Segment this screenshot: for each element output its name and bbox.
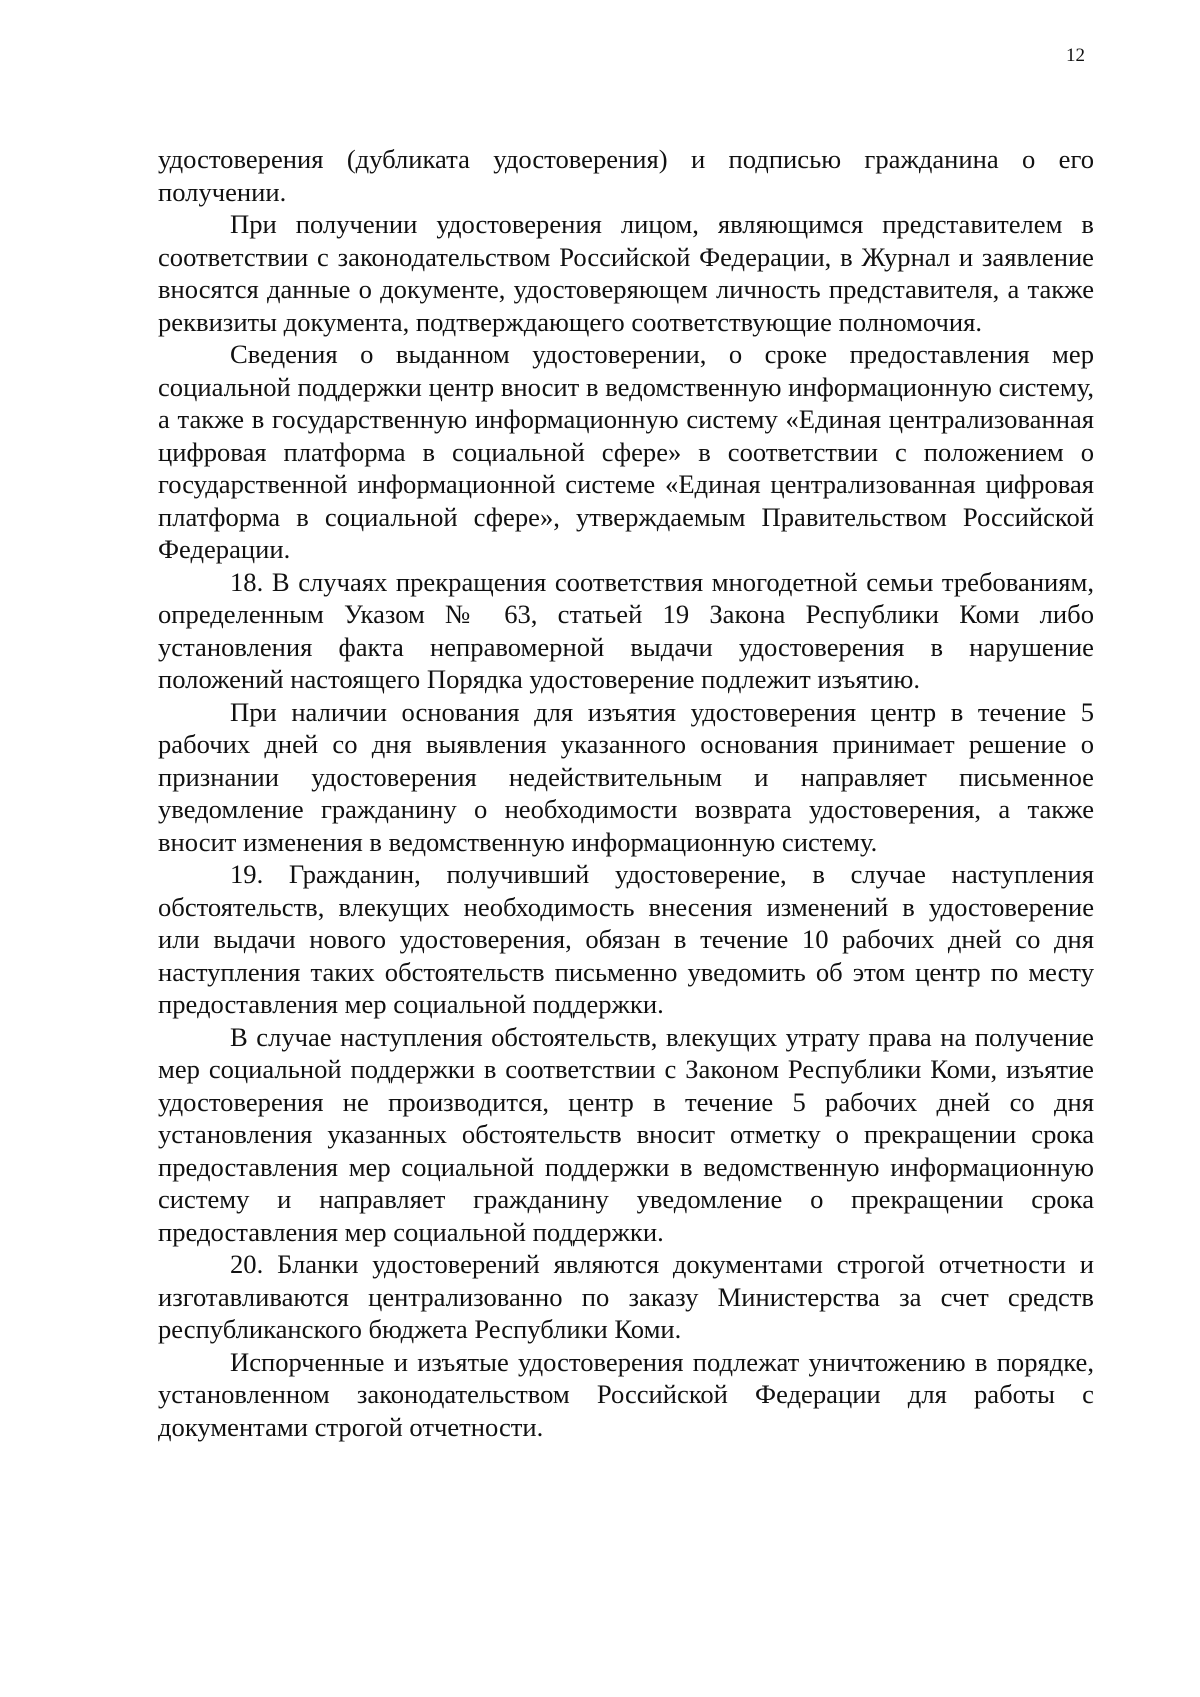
paragraph: В случае наступления обстоятельств, влекущих утрату права на получение мер социальной поддержки в соответствии с Законом Республики Коми, изъятие удостоверения не производится, центр в течение 5 рабочих дней со дня установления указанных обстоятельств вносит отметку о прекращении срока предоставления мер социальной поддержки в ведомственную информационную систему и направляет гражданину уведомление о прекращении срока предоставления мер социальной поддержки. (158, 1021, 1094, 1247)
paragraph: При наличии основания для изъятия удостоверения центр в течение 5 рабочих дней со дня выявления указанного основания принимает решение о признании удостоверения недействительным и направляет письменное уведомление гражданину о необходимости возврата удостоверения, а также вносит изменения в ведомственную информационную систему. (158, 696, 1094, 857)
paragraph: 18. В случаях прекращения соответствия многодетной семьи требованиям, определенным Указом № 63, статьей 19 Закона Республики Коми либо установления факта неправомерной выдачи удостоверения в нарушение положений настоящего Порядка удостоверение подлежит изъятию. (158, 566, 1094, 694)
paragraph: 19. Гражданин, получивший удостоверение, в случае наступления обстоятельств, влекущих необходимость внесения изменений в удостоверение или выдачи нового удостоверения, обязан в течение 10 рабочих дней со дня наступления таких обстоятельств письменно уведомить об этом центр по месту предоставления мер социальной поддержки. (158, 859, 1094, 1019)
paragraph: Испорченные и изъятые удостоверения подлежат уничтожению в порядке, установленном законодательством Российской Федерации для работы с документами строгой отчетности. (158, 1346, 1094, 1442)
document-body (158, 143, 1094, 1443)
paragraph: При получении удостоверения лицом, являющимся представителем в соответствии с законодательством Российской Федерации, в Журнал и заявление вносятся данные о документе, удостоверяющем личность представителя, а также реквизиты документа, подтверждающего соответствующие полномочия. (158, 209, 1094, 337)
paragraph: удостоверения (дубликата удостоверения) и подписью гражданина о его получении. (158, 144, 1094, 207)
paragraph: Сведения о выданном удостоверении, о сроке предоставления мер социальной поддержки центр вносит в ведомственную информационную систему, а также в государственную информационную систему «Единая централизованная цифровая платформа в социальной сфере» в соответствии с положением о государственной информационной системе «Единая централизованная цифровая платформа в социальной сфере», утверждаемым Правительством Российской Федерации. (158, 339, 1094, 564)
paragraph: 20. Бланки удостоверений являются документами строгой отчетности и изготавливаются централизованно по заказу Министерства за счет средств республиканского бюджета Республики Коми. (158, 1249, 1094, 1344)
page-number: 12 (1066, 45, 1085, 66)
